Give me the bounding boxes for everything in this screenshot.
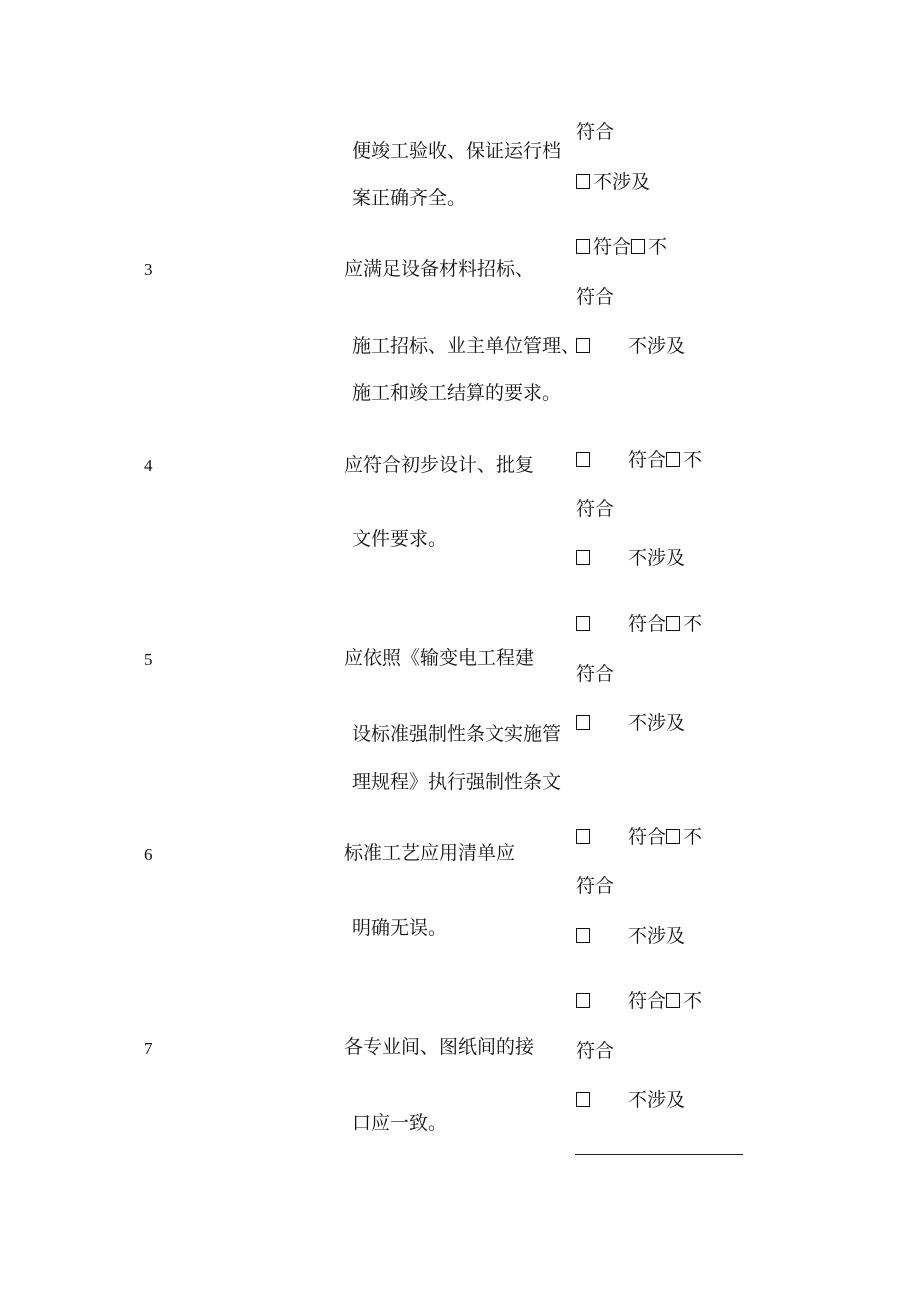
- option-not-applicable[interactable]: 不涉及: [576, 549, 685, 568]
- requirement-text: 理规程》执行强制性条文: [352, 771, 562, 793]
- option-not-comply: 不: [683, 826, 703, 848]
- requirement-text: 口应一致。: [352, 1112, 448, 1134]
- requirement-text: 应符合初步设计、批复: [344, 454, 535, 476]
- requirement-text: 各专业间、图纸间的接: [344, 1036, 535, 1058]
- requirement-text: 设标准强制性条文实施管: [352, 723, 562, 745]
- checkbox-icon[interactable]: [666, 829, 680, 844]
- checkbox-icon[interactable]: [576, 550, 590, 565]
- row-number: 3: [144, 260, 153, 279]
- requirement-text: 应满足设备材料招标、: [344, 258, 535, 280]
- option-not-applicable[interactable]: 不涉及: [576, 337, 685, 356]
- requirement-text: 案正确齐全。: [352, 187, 467, 209]
- checkbox-icon[interactable]: [576, 174, 590, 189]
- requirement-text: 明确无误。: [352, 917, 448, 939]
- option-comply-line[interactable]: [576, 828, 702, 847]
- option-comply-line[interactable]: [576, 615, 702, 634]
- checkbox-icon[interactable]: [666, 993, 680, 1008]
- checkbox-icon[interactable]: [666, 452, 680, 467]
- option-comply-line[interactable]: [576, 992, 702, 1011]
- requirement-text: 标准工艺应用清单应: [344, 842, 516, 864]
- option-not-comply: 不: [648, 236, 668, 258]
- requirement-text: 文件要求。: [352, 528, 448, 550]
- checkbox-icon[interactable]: [576, 928, 590, 943]
- requirement-text: 应依照《输变电工程建: [344, 647, 535, 669]
- option-not-comply-continued: 符合: [576, 498, 615, 520]
- option-comply: 符合: [628, 826, 667, 848]
- checkbox-icon[interactable]: [576, 616, 590, 631]
- option-not-applicable[interactable]: 不涉及: [576, 714, 685, 733]
- checkbox-icon[interactable]: [576, 829, 590, 844]
- option-not-comply-continued: 符合: [576, 875, 615, 897]
- checkbox-icon[interactable]: [666, 616, 680, 631]
- row-number: 7: [144, 1039, 153, 1058]
- option-not-comply: 不: [683, 990, 703, 1012]
- checkbox-icon[interactable]: [576, 239, 590, 254]
- row-number: 5: [144, 650, 153, 669]
- option-not-comply-continued: 符合: [576, 286, 615, 308]
- checkbox-icon[interactable]: [576, 715, 590, 730]
- checkbox-icon[interactable]: [576, 1092, 590, 1107]
- option-not-comply-continued: 符合: [576, 663, 615, 685]
- checkbox-icon[interactable]: [576, 993, 590, 1008]
- option-comply: 符合: [628, 613, 667, 635]
- option-comply: 符合: [628, 990, 667, 1012]
- option-comply-continued: 符合: [576, 121, 615, 143]
- option-not-applicable[interactable]: 不涉及: [576, 173, 650, 192]
- bottom-rule: [575, 1154, 743, 1155]
- option-not-applicable[interactable]: 不涉及: [576, 1091, 685, 1110]
- option-comply: 符合: [628, 449, 667, 471]
- requirement-text: 施工招标、业主单位管理、: [352, 335, 581, 357]
- option-not-comply: 不: [683, 449, 703, 471]
- checkbox-icon[interactable]: [576, 338, 590, 353]
- option-comply: 符合: [593, 236, 632, 258]
- option-comply-line[interactable]: [576, 238, 667, 257]
- checkbox-icon[interactable]: [631, 239, 645, 254]
- option-not-comply-continued: 符合: [576, 1040, 615, 1062]
- requirement-text: 便竣工验收、保证运行档: [352, 140, 562, 162]
- requirement-text: 施工和竣工结算的要求。: [352, 382, 562, 404]
- option-not-applicable[interactable]: 不涉及: [576, 927, 685, 946]
- row-number: 4: [144, 456, 153, 475]
- option-comply-line[interactable]: [576, 451, 702, 470]
- row-number: 6: [144, 845, 153, 864]
- option-not-comply: 不: [683, 613, 703, 635]
- checkbox-icon[interactable]: [576, 452, 590, 467]
